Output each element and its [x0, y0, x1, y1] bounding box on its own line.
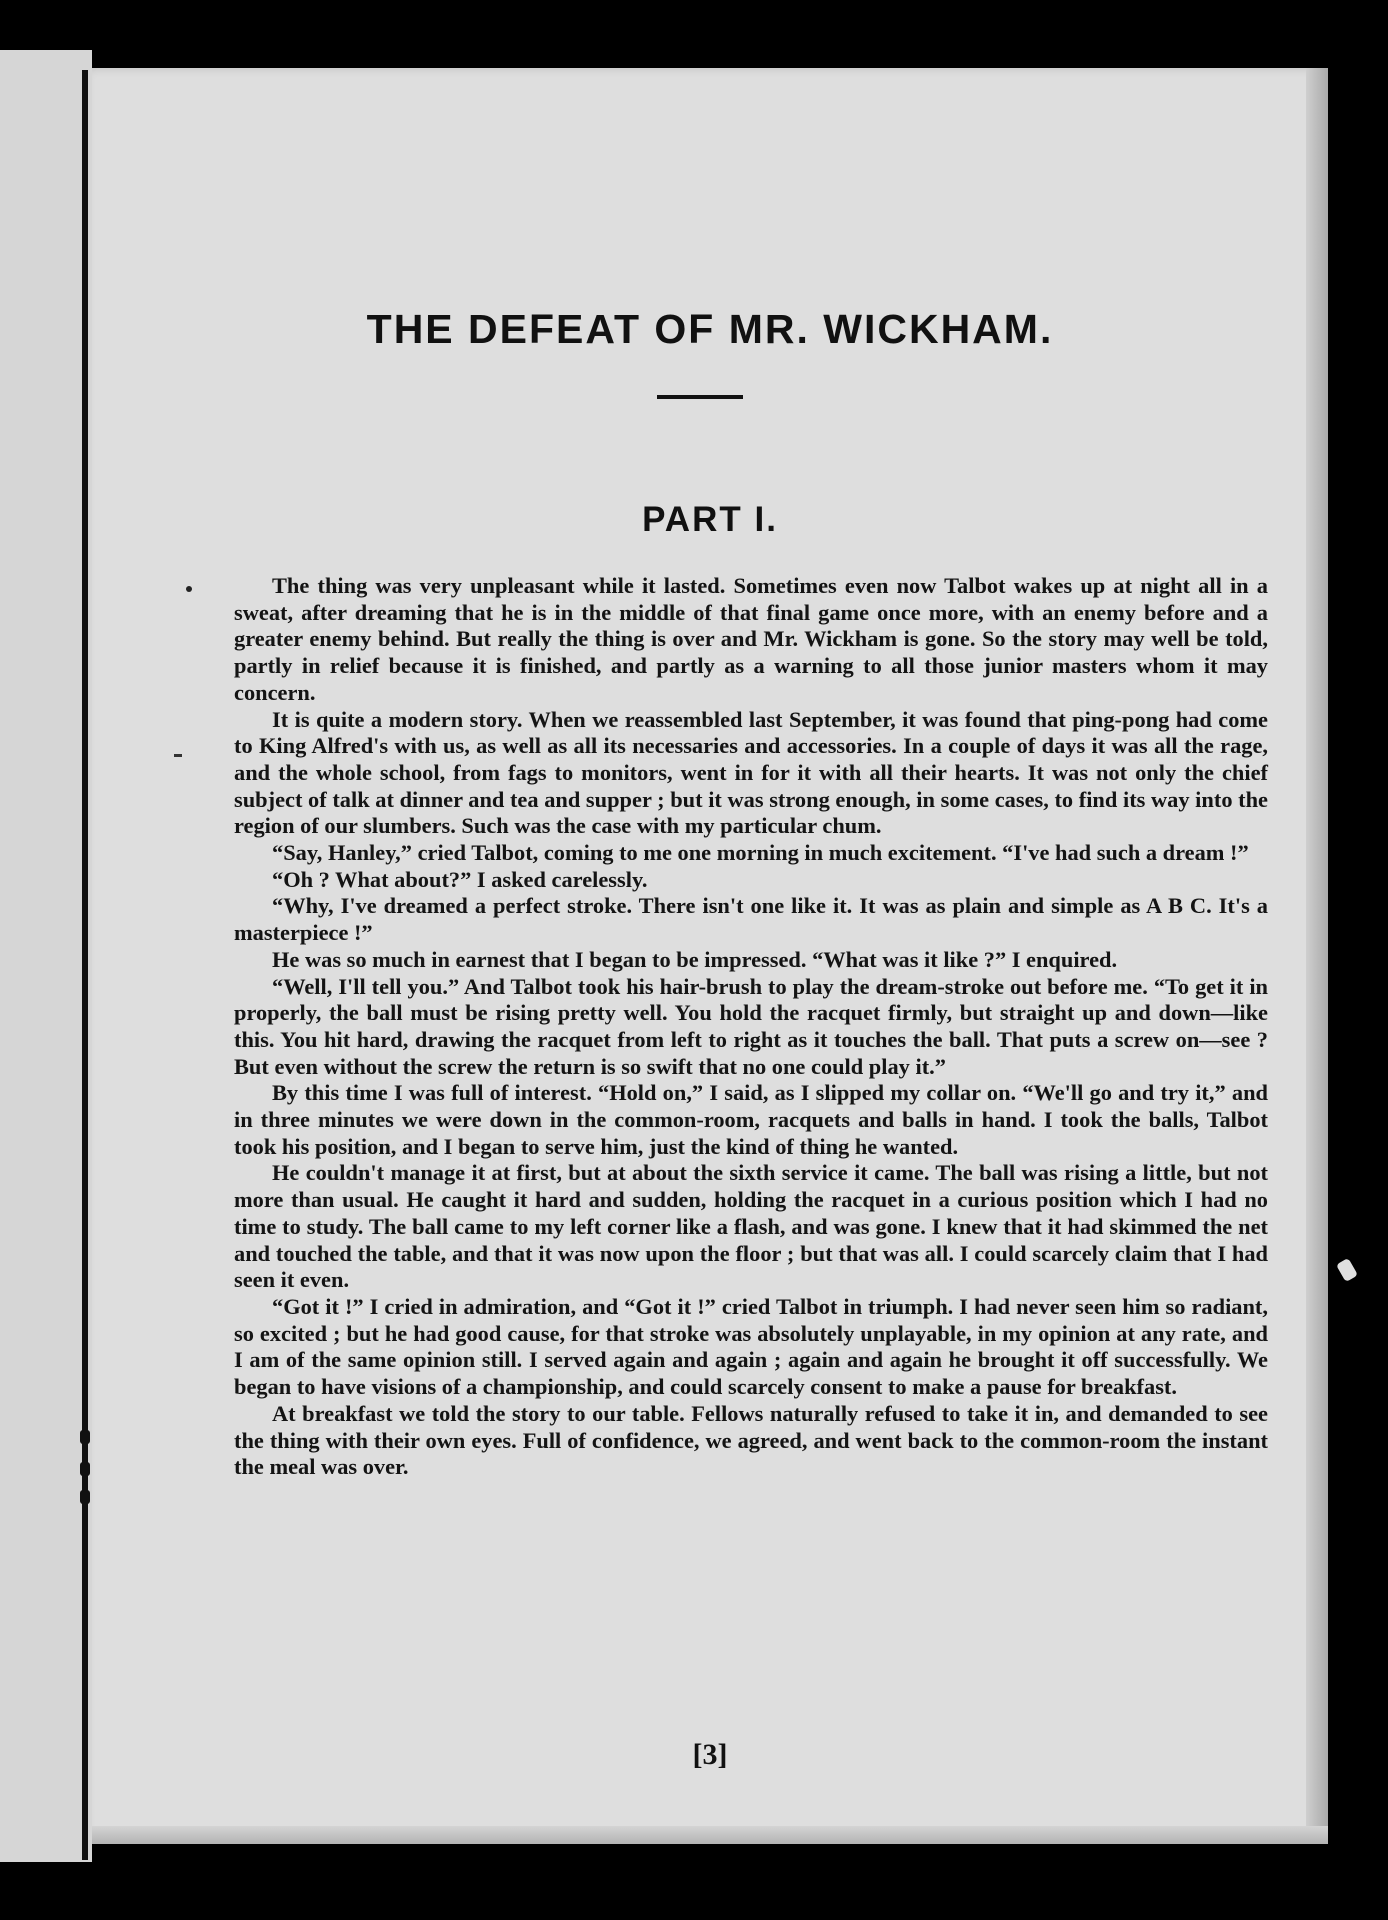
binding-stitch	[80, 1430, 90, 1444]
stray-mark	[186, 586, 192, 592]
binding-stitch	[80, 1490, 90, 1504]
paragraph: “Got it !” I cried in admiration, and “Got it !” cried Talbot in triumph. I had never seen him so radiant, so excited ; but he had good cause, for that stroke was absolutely unplayable, in my opinion at any rate, and I am of the same opinion still. I served again and again ; again and again he brought it off successfully. We began to have visions of a championship, and could scarcely consent to make a pause for breakfast.	[234, 1293, 1268, 1400]
paragraph: The thing was very unpleasant while it lasted. Sometimes even now Talbot wakes up at night all in a sweat, after dreaming that he is in the middle of that final game once more, with an enemy before and a greater enemy behind. But really the thing is over and Mr. Wickham is gone. So the story may well be told, partly in relief because it is finished, and partly as a warning to all those junior masters whom it may concern.	[234, 573, 1268, 705]
paragraph: “Say, Hanley,” cried Talbot, coming to me one morning in much excitement. “I've had such a dream !”	[272, 840, 1249, 866]
binding-gutter	[82, 70, 88, 1860]
part-heading: PART I.	[642, 500, 778, 539]
paragraph: By this time I was full of interest. “Hold on,” I said, as I slipped my collar on. “We'll go and try it,” and in three minutes we were down in the common-room, racquets and balls in hand. I took the balls, Talbot took his position, and I began to serve him, just the kind of thing he wanted.	[234, 1080, 1268, 1159]
binding-stitch	[80, 1462, 90, 1476]
scan-artifact	[1336, 1258, 1358, 1282]
book-page	[92, 68, 1328, 1844]
paragraph: “Well, I'll tell you.” And Talbot took his hair-brush to play the dream-stroke out before me. “To get it in properly, the ball must be rising pretty well. You hold the racquet firmly, but straight up and down—like this. You hit hard, drawing the racquet from left to right as it touches the ball. That puts a screw on—see ? But even without the screw the return is so swift that no one could play it.”	[234, 973, 1268, 1079]
page-bottom-edge	[92, 1826, 1328, 1844]
paragraph: “Why, I've dreamed a perfect stroke. There isn't one like it. It was as plain and simple as A B C. It's a masterpiece !”	[234, 893, 1268, 946]
page-number: [3]	[692, 1738, 728, 1771]
stray-mark	[174, 754, 182, 757]
title-rule	[657, 395, 743, 399]
body-text	[234, 573, 1268, 1481]
chapter-title: THE DEFEAT OF MR. WICKHAM.	[366, 306, 1054, 352]
paragraph: “Oh ? What about?” I asked carelessly.	[272, 866, 648, 892]
paragraph: It is quite a modern story. When we reassembled last September, it was found that ping-pong had come to King Alfred's with us, as well as all its necessaries and accessories. In a couple of days it was all the rage, and the whole school, from fags to monitors, went in for it with all their hearts. It was not only the chief subject of talk at dinner and tea and supper ; but it was strong enough, in some cases, to find its way into the region of our slumbers. Such was the case with my particular chum.	[234, 706, 1268, 839]
paragraph: He couldn't manage it at first, but at about the sixth service it came. The ball was rising a little, but not more than usual. He caught it hard and sudden, holding the racquet in a curious position which I had no time to study. The ball came to my left corner like a flash, and was gone. I knew that it had skimmed the net and touched the table, and that it was now upon the floor ; but that was all. I could scarcely claim that I had seen it even.	[234, 1160, 1268, 1293]
paragraph: He was so much in earnest that I began to be impressed. “What was it like ?” I enquired.	[272, 946, 1118, 972]
facing-page-edge	[0, 50, 92, 1862]
paragraph: At breakfast we told the story to our table. Fellows naturally refused to take it in, and demanded to see the thing with their own eyes. Full of confidence, we agreed, and went back to the common-room the instant the meal was over.	[234, 1400, 1268, 1480]
